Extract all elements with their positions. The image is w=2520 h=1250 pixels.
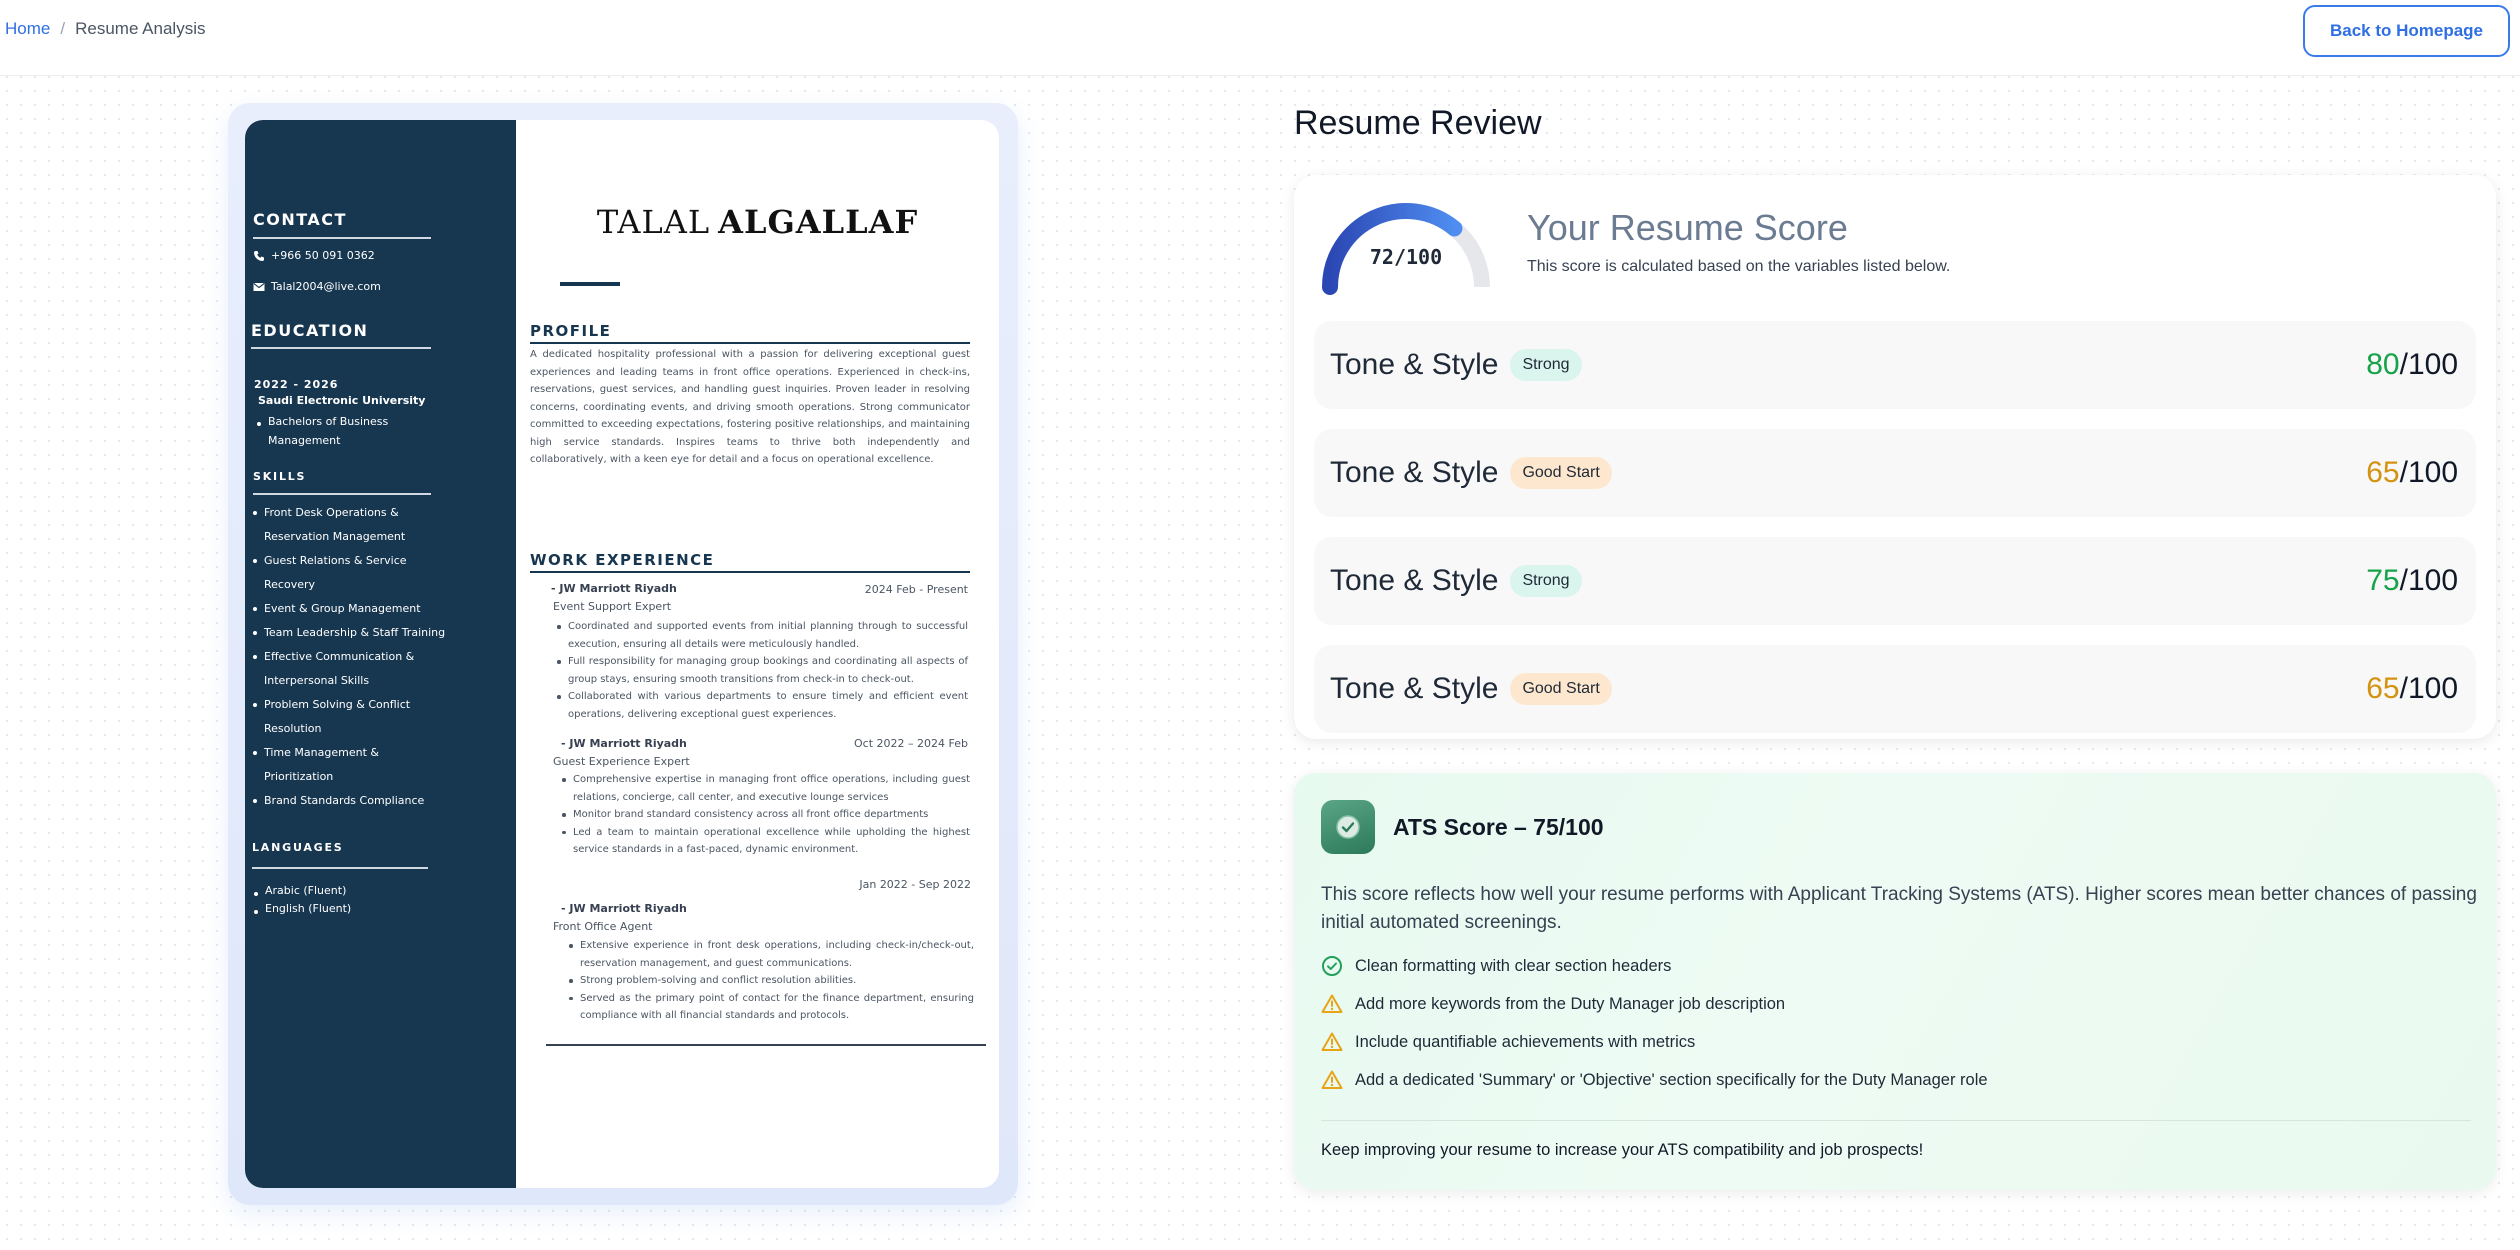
skill-text: Guest Relations & Service — [264, 554, 407, 567]
category-score-value: 80 — [2366, 348, 2400, 381]
category-score-value: 75 — [2366, 564, 2400, 597]
skill-item — [252, 741, 445, 765]
language-item — [253, 882, 351, 900]
category-name: Tone & Style — [1330, 456, 1499, 489]
ats-item-text: Add more keywords from the Duty Manager job description — [1355, 994, 1786, 1013]
skill-text: Front Desk Operations & — [264, 506, 399, 519]
mail-icon — [253, 281, 265, 293]
job-bullet: Comprehensive expertise in managing front office operations, including guest relations, concierge, call center, and executive lounge services — [559, 771, 970, 806]
profile-heading: PROFILE — [530, 322, 612, 340]
check-badge-icon — [1333, 812, 1363, 842]
skill-text: Time Management & — [264, 746, 379, 759]
work-divider — [530, 571, 970, 573]
ats-description: This score reflects how well your resume performs with Applicant Tracking Systems (ATS). Higher scores mean better chances of passing initial automated screenings. — [1321, 884, 2477, 933]
ats-item — [1321, 991, 1785, 1017]
score-title: Your Resume Score — [1527, 207, 1848, 248]
ats-item — [1321, 953, 1671, 979]
ats-score-card — [1294, 773, 2496, 1190]
education-years: 2022 - 2026 — [254, 378, 339, 391]
education-degree — [256, 412, 388, 450]
work-end-divider — [546, 1044, 986, 1046]
ats-badge-icon — [1321, 800, 1375, 854]
skill-item — [252, 549, 445, 573]
ats-divider — [1321, 1120, 2471, 1121]
skill-text: Brand Standards Compliance — [264, 794, 425, 807]
skill-text: Prioritization — [264, 770, 334, 783]
ats-item — [1321, 1067, 1988, 1093]
job-bullet: Monitor brand standard consistency across all front office departments — [559, 806, 970, 824]
warning-icon — [1321, 1069, 1343, 1091]
score-category-row — [1314, 645, 2476, 733]
back-to-homepage-button[interactable]: Back to Homepage — [2303, 5, 2510, 57]
name-first: TALAL — [596, 203, 711, 241]
category-score — [2366, 456, 2458, 490]
job-bullet: Strong problem-solving and conflict resolution abilities. — [566, 972, 974, 990]
degree-line — [256, 412, 388, 450]
skill-item — [252, 789, 445, 813]
job-bullet: Coordinated and supported events from initial planning through to successful execution, ensuring all details were meticulously handled. — [554, 618, 968, 653]
warning-icon — [1321, 1031, 1343, 1053]
degree-line-2: Management — [268, 434, 341, 447]
breadcrumb-current: Resume Analysis — [75, 19, 206, 38]
job-bullet: Collaborated with various departments to ensure timely and efficient event operations, delivering exceptional guest experiences. — [554, 688, 968, 723]
ats-item — [1321, 1029, 1695, 1055]
phone-text: +966 50 091 0362 — [271, 249, 375, 262]
skill-item — [252, 621, 445, 645]
education-divider — [251, 347, 431, 349]
ats-item-text: Include quantifiable achievements with metrics — [1355, 1032, 1696, 1051]
skill-item-continued — [252, 765, 445, 789]
skill-item-continued — [252, 573, 445, 597]
resume-preview[interactable] — [245, 120, 999, 1188]
language-text: Arabic (Fluent) — [265, 884, 347, 897]
job-role: Event Support Expert — [553, 600, 672, 613]
language-item — [253, 900, 351, 918]
score-category-row — [1314, 321, 2476, 409]
job-bullet: Full responsibility for managing group bookings and coordinating all aspects of group stays, ensuring smooth transitions from check-in to check-out. — [554, 653, 968, 688]
check-circle-icon — [1321, 955, 1343, 977]
job-bullet: Extensive experience in front desk operations, including check-in/check-out, reservation management, and guest communications. — [566, 937, 974, 972]
job-role: Guest Experience Expert — [553, 755, 690, 768]
job-bullet: Served as the primary point of contact for the finance department, ensuring compliance with all financial standards and protocols. — [566, 990, 974, 1025]
score-category-row — [1314, 537, 2476, 625]
skill-text: Team Leadership & Staff Training — [264, 626, 446, 639]
job-bullets — [559, 771, 970, 859]
skill-text: Resolution — [264, 722, 322, 735]
languages-heading: LANGUAGES — [252, 841, 344, 854]
languages-divider — [252, 867, 428, 869]
language-text: English (Fluent) — [265, 902, 352, 915]
skill-item — [252, 597, 445, 621]
phone-row — [253, 248, 375, 264]
resume-main — [516, 120, 999, 1188]
degree-line-1: Bachelors of Business — [268, 415, 389, 428]
category-name: Tone & Style — [1330, 672, 1499, 705]
resume-name — [516, 203, 999, 241]
skill-item-continued — [252, 717, 445, 741]
skill-text: Reservation Management — [264, 530, 406, 543]
resume-score-card — [1294, 175, 2496, 739]
breadcrumb — [5, 19, 205, 39]
category-score-max: /100 — [2399, 456, 2458, 489]
category-score-value: 65 — [2366, 672, 2400, 705]
skills-heading: SKILLS — [253, 470, 307, 483]
contact-divider — [253, 237, 431, 239]
job-company: - JW Marriott Riyadh — [561, 902, 687, 915]
skill-item-continued — [252, 525, 445, 549]
resume-sidebar — [245, 120, 516, 1188]
ats-item-text: Add a dedicated 'Summary' or 'Objective' section specifically for the Duty Manager role — [1355, 1070, 1988, 1089]
gauge-score-label: 72/100 — [1369, 245, 1443, 269]
job-bullet: Led a team to maintain operational excellence while upholding the highest service standards in a fast-paced, dynamic environment. — [559, 824, 970, 859]
education-school: Saudi Electronic University — [258, 394, 426, 407]
category-score-max: /100 — [2399, 348, 2458, 381]
skills-list — [252, 501, 445, 813]
contact-heading: CONTACT — [253, 210, 347, 229]
category-score — [2366, 348, 2458, 382]
category-score-max: /100 — [2399, 564, 2458, 597]
education-heading: EDUCATION — [251, 321, 369, 340]
skill-text: Recovery — [264, 578, 316, 591]
job-bullets — [554, 618, 968, 723]
category-name: Tone & Style — [1330, 564, 1499, 597]
score-category-row — [1314, 429, 2476, 517]
ats-footer-note: Keep improving your resume to increase your ATS compatibility and job prospects! — [1321, 1141, 1924, 1159]
job-date: Jan 2022 - Sep 2022 — [859, 878, 971, 891]
profile-divider — [530, 342, 970, 344]
resume-review-title: Resume Review — [1294, 104, 1542, 142]
job-company: - JW Marriott Riyadh — [551, 582, 677, 595]
phone-icon — [253, 250, 265, 262]
job-date: Oct 2022 – 2024 Feb — [854, 737, 968, 750]
ats-item-text: Clean formatting with clear section headers — [1355, 956, 1672, 975]
category-badge: Good Start — [1510, 457, 1611, 489]
breadcrumb-home-link[interactable]: Home — [5, 19, 51, 38]
ats-title: ATS Score – 75/100 — [1393, 814, 1604, 840]
skill-item — [252, 645, 445, 669]
work-experience-heading: WORK EXPERIENCE — [530, 551, 715, 569]
breadcrumb-separator: / — [60, 19, 66, 38]
skills-divider — [253, 493, 431, 495]
email-row — [253, 279, 381, 295]
email-text: Talal2004@live.com — [271, 280, 381, 293]
job-date: 2024 Feb - Present — [864, 583, 968, 596]
skill-item — [252, 693, 445, 717]
category-score — [2366, 672, 2458, 706]
skill-text: Event & Group Management — [264, 602, 421, 615]
job-company: - JW Marriott Riyadh — [561, 737, 687, 750]
category-score-value: 65 — [2366, 456, 2400, 489]
category-name: Tone & Style — [1330, 348, 1499, 381]
warning-icon — [1321, 993, 1343, 1015]
category-badge: Good Start — [1510, 673, 1611, 705]
job-bullets — [566, 937, 974, 1025]
category-badge: Strong — [1510, 349, 1581, 381]
languages-list — [253, 882, 351, 918]
skill-item-continued — [252, 669, 445, 693]
score-gauge — [1321, 201, 1491, 296]
skill-item — [252, 501, 445, 525]
category-badge: Strong — [1510, 565, 1581, 597]
category-score-max: /100 — [2399, 672, 2458, 705]
name-underline — [560, 282, 620, 286]
name-last: ALGALLAF — [718, 203, 919, 241]
job-role: Front Office Agent — [553, 920, 653, 933]
skill-text: Effective Communication & — [264, 650, 415, 663]
skill-text: Problem Solving & Conflict — [264, 698, 411, 711]
top-nav — [0, 0, 2520, 76]
skill-text: Interpersonal Skills — [264, 674, 370, 687]
score-subtitle: This score is calculated based on the variables listed below. — [1527, 258, 1951, 275]
category-score — [2366, 564, 2458, 598]
profile-text: A dedicated hospitality professional with a passion for delivering exceptional guest experiences and leading teams in front office operations. Experienced in check-ins, reservations, guest services, and handling guest inquiries. Proven leader in resolving concerns, coordinating events, and driving smooth operations. Strong communicator committed to exceeding expectations, fostering positive relationships, and maintaining high service standards. Inspires teams to thrive both independently and collaboratively, with a keen eye for detail and a focus on operational excellence. — [530, 349, 970, 465]
